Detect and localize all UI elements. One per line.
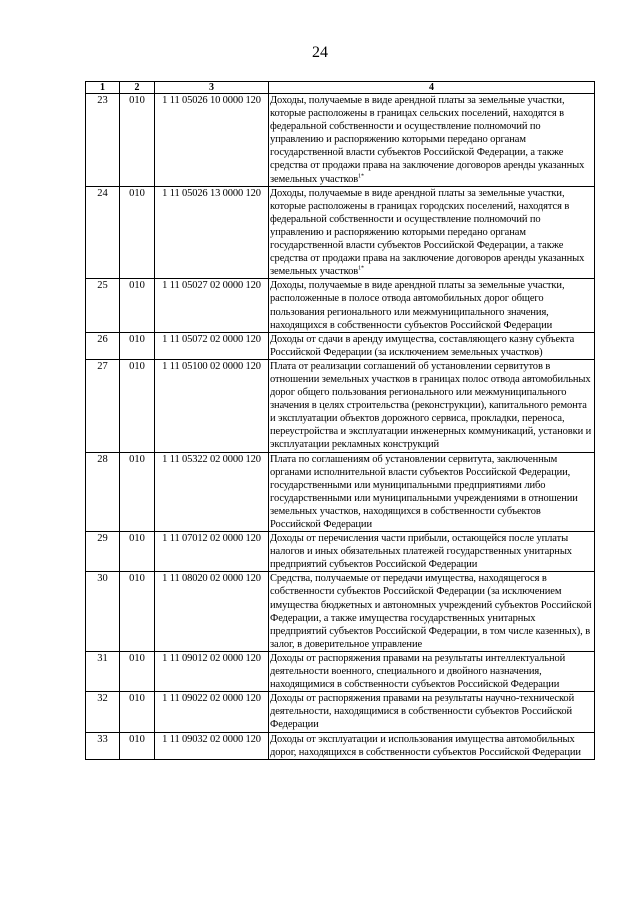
table-header-row — [86, 82, 595, 94]
budget-code-cell — [155, 452, 269, 532]
table-row — [86, 94, 595, 187]
row-number-cell — [86, 532, 120, 572]
budget-code-cell — [155, 332, 269, 359]
row-number-text: 27 — [97, 360, 108, 372]
table-row — [86, 572, 595, 652]
row-number-text: 28 — [97, 453, 108, 465]
column-header-2: 2 — [120, 82, 155, 94]
row-number-text: 33 — [97, 733, 108, 745]
admin-code-text: 010 — [129, 95, 145, 106]
income-description-cell — [269, 94, 595, 187]
income-description-cell — [269, 332, 595, 359]
admin-code-cell — [120, 332, 155, 359]
row-number-text: 31 — [97, 652, 108, 664]
income-description-text: Плата от реализации соглашений об установлении сервитутов в отношении земельных участков в границах полос отвода автомобильных дорог общего пользования регионального или межмуниципального значения в целях строительства (реконструкции), капитального ремонта и эксплуатации объектов дорожного сервиса, прокладки, переноса, переустройства и эксплуатации инженерных коммуникаций, установки и эксплуатации рекламных конструкций — [270, 360, 592, 451]
income-description-text: Доходы от распоряжения правами на результаты научно-технической деятельности, находящимися в собственности субъектов Российской Федерации — [270, 693, 575, 731]
row-number-cell — [86, 732, 120, 759]
page-number: 24 — [312, 44, 328, 61]
income-description-cell — [269, 279, 595, 332]
admin-code-cell — [120, 452, 155, 532]
budget-code-text: 1 11 09032 02 0000 120 — [162, 733, 261, 745]
table-row — [86, 692, 595, 732]
income-description-cell — [269, 186, 595, 279]
budget-code-text: 1 11 05027 02 0000 120 — [162, 280, 261, 292]
row-number-cell — [86, 332, 120, 359]
row-number-cell — [86, 94, 120, 187]
table-row — [86, 651, 595, 691]
budget-code-cell — [155, 359, 269, 452]
table-row — [86, 186, 595, 279]
row-number-text: 24 — [97, 187, 108, 199]
admin-code-text: 010 — [129, 652, 145, 664]
table-row — [86, 332, 595, 359]
admin-code-text: 010 — [129, 360, 145, 372]
table-body — [86, 94, 595, 760]
income-description-cell — [269, 359, 595, 452]
income-description-text: Доходы, получаемые в виде арендной платы за земельные участки, которые расположены в границах сельских поселений, находятся в федеральной собственности и осуществление полномочий по управлению и распоряжению которыми передано органам государственной власти субъектов Российской Федерации, а также средства от продажи права на заключение договоров аренды указанных земельных участков — [270, 95, 585, 185]
income-description-text: Доходы, получаемые в виде арендной платы за земельные участки, расположенные в полосе отвода автомобильных дорог общего пользования регионального или межмуниципального значения, находящихся в собственности субъектов Российской Федерации — [270, 280, 565, 331]
budget-code-text: 1 11 05072 02 0000 120 — [162, 333, 261, 345]
admin-code-text: 010 — [129, 333, 145, 345]
budget-code-cell — [155, 692, 269, 732]
admin-code-cell — [120, 532, 155, 572]
row-number-cell — [86, 186, 120, 279]
row-number-text: 29 — [97, 533, 108, 545]
income-description-text: Средства, получаемые от передачи имущества, находящегося в собственности субъектов Российской Федерации (за исключением имущества бюджетных и автономных учреждений субъектов Российской Федерации, а также имущества государственных унитарных предприятий субъектов Российской Федерации, в том числе казенных), в залог, в доверительное управление — [270, 573, 592, 650]
income-description-text: Плата по соглашениям об установлении сервитута, заключенным органами исполнительной власти субъектов Российской Федерации, государственными или муниципальными предприятиями либо государственными или муниципальными учреждениями в отношении земельных участков, находящихся в собственности субъектов Российской Федерации — [270, 453, 578, 530]
row-number-text: 32 — [97, 693, 108, 705]
row-number-cell — [86, 452, 120, 532]
row-number-text: 25 — [97, 280, 108, 292]
income-description-text: Доходы от распоряжения правами на результаты интеллектуальной деятельности военного, специального и двойного назначения, находящимися в собственности субъектов Российской Федерации — [270, 652, 566, 691]
income-codes-table — [85, 81, 595, 760]
income-description-text: Доходы от сдачи в аренду имущества, составляющего казну субъекта Российской Федерации (за исключением земельных участков) — [270, 333, 575, 358]
row-number-text: 26 — [97, 333, 108, 345]
table-row — [86, 279, 595, 332]
budget-code-text: 1 11 05026 13 0000 120 — [162, 187, 261, 199]
budget-code-text: 1 11 05322 02 0000 120 — [162, 453, 261, 465]
income-description-cell — [269, 732, 595, 759]
budget-code-text: 1 11 09012 02 0000 120 — [162, 652, 261, 664]
admin-code-text: 010 — [129, 533, 145, 545]
admin-code-cell — [120, 651, 155, 691]
admin-code-text: 010 — [129, 453, 145, 465]
admin-code-text: 010 — [129, 693, 145, 705]
income-description-cell — [269, 572, 595, 652]
budget-code-text: 1 11 05100 02 0000 120 — [162, 360, 261, 372]
row-number-cell — [86, 651, 120, 691]
income-description-cell — [269, 532, 595, 572]
admin-code-cell — [120, 692, 155, 732]
row-number-cell — [86, 359, 120, 452]
row-number-text: 30 — [97, 573, 108, 585]
income-description-text: Доходы от перечисления части прибыли, остающейся после уплаты налогов и иных обязательных платежей государственных унитарных предприятий субъектов Российской Федерации — [270, 533, 572, 571]
column-header-3: 3 — [155, 82, 269, 94]
budget-code-cell — [155, 186, 269, 279]
column-header-4: 4 — [269, 82, 595, 94]
budget-code-text: 1 11 07012 02 0000 120 — [162, 533, 261, 545]
column-header-1: 1 — [86, 82, 120, 94]
budget-code-cell — [155, 532, 269, 572]
admin-code-cell — [120, 94, 155, 187]
income-description-cell — [269, 452, 595, 532]
admin-code-cell — [120, 572, 155, 652]
table-row — [86, 532, 595, 572]
budget-code-text: 1 11 09022 02 0000 120 — [162, 693, 261, 705]
table-row — [86, 452, 595, 532]
admin-code-text: 010 — [129, 573, 145, 585]
row-number-cell — [86, 279, 120, 332]
admin-code-text: 010 — [129, 733, 145, 745]
row-number-cell — [86, 572, 120, 652]
income-description-text: Доходы, получаемые в виде арендной платы за земельные участки, которые расположены в границах городских поселений, находятся в федеральной собственности и осуществление полномочий по управлению и распоряжению которыми передано органам государственной власти субъектов Российской Федерации, а также средства от продажи права на заключение договоров аренды указанных земельных участков — [270, 187, 585, 278]
admin-code-cell — [120, 732, 155, 759]
budget-code-text: 1 11 05026 10 0000 120 — [162, 95, 261, 106]
table-row — [86, 359, 595, 452]
budget-code-cell — [155, 651, 269, 691]
admin-code-cell — [120, 186, 155, 279]
admin-code-cell — [120, 279, 155, 332]
budget-code-cell — [155, 732, 269, 759]
row-number-text: 23 — [97, 95, 108, 106]
admin-code-cell — [120, 359, 155, 452]
income-description-text: Доходы от эксплуатации и использования имущества автомобильных дорог, находящихся в собственности субъектов Российской Федерации — [270, 733, 581, 758]
budget-code-cell — [155, 279, 269, 332]
budget-code-cell — [155, 94, 269, 187]
row-number-cell — [86, 692, 120, 732]
admin-code-text: 010 — [129, 280, 145, 292]
footnote-mark: 1* — [358, 173, 364, 180]
table-row — [86, 732, 595, 759]
budget-code-cell — [155, 572, 269, 652]
budget-code-text: 1 11 08020 02 0000 120 — [162, 573, 261, 585]
income-description-cell — [269, 651, 595, 691]
admin-code-text: 010 — [129, 187, 145, 199]
footnote-mark: 1* — [358, 265, 364, 272]
income-description-cell — [269, 692, 595, 732]
